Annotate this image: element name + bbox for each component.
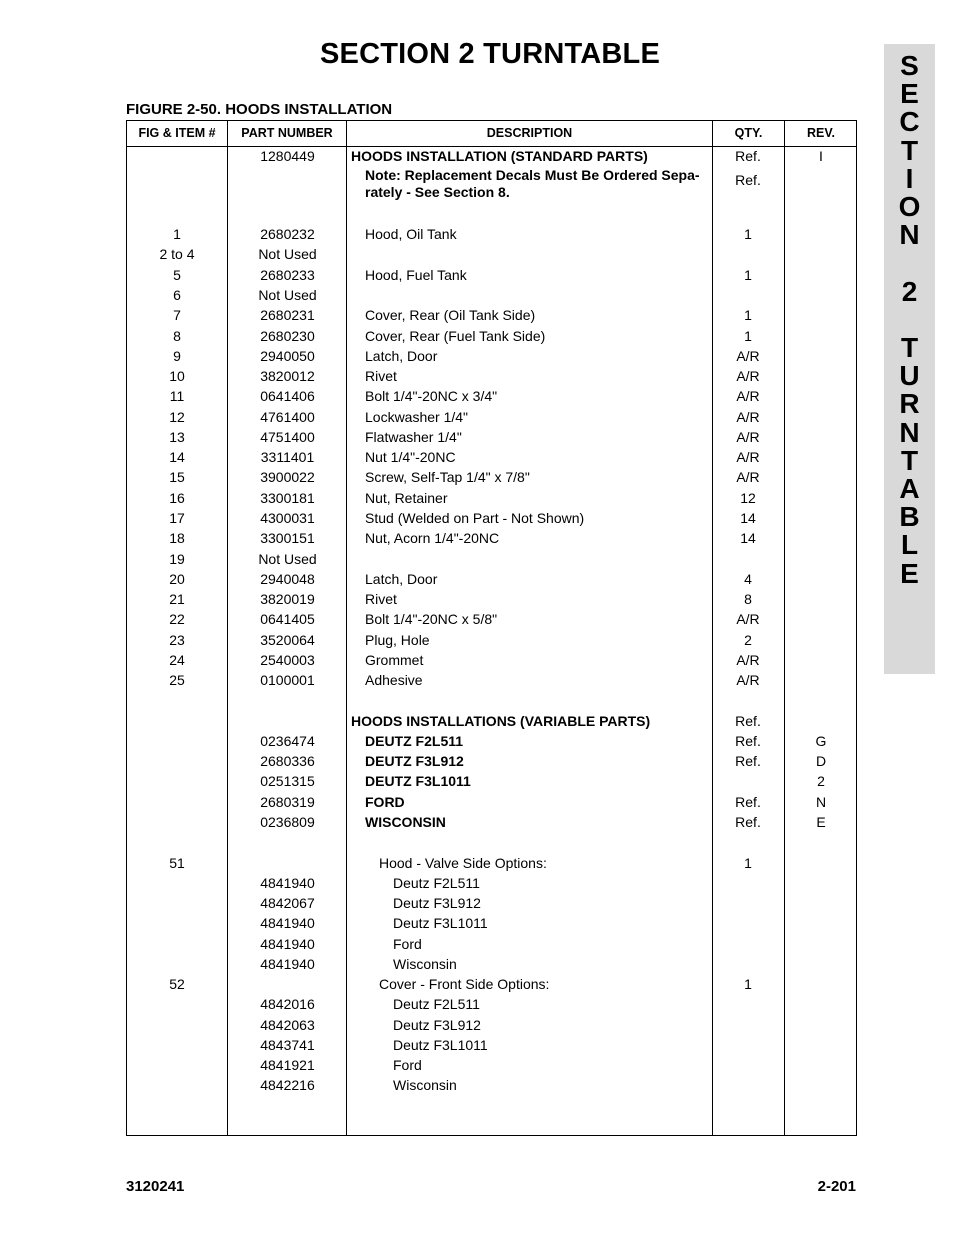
fig-item-cell: 25 bbox=[169, 672, 185, 688]
description-cell: Grommet bbox=[365, 652, 424, 668]
qty-cell: Ref. bbox=[735, 794, 761, 810]
part-number-cell: 2940050 bbox=[260, 348, 315, 364]
part-number-cell: 4841940 bbox=[260, 956, 315, 972]
qty-cell: A/R bbox=[736, 388, 760, 404]
part-number-cell: 3311401 bbox=[260, 449, 315, 465]
qty-cell: 1 bbox=[744, 855, 752, 871]
part-number-cell: 3900022 bbox=[260, 469, 315, 485]
side-tab-letter: T bbox=[900, 444, 919, 476]
qty-cell: A/R bbox=[736, 429, 760, 445]
description-cell: Nut, Retainer bbox=[365, 490, 448, 506]
description-cell: DEUTZ F2L511 bbox=[365, 733, 464, 749]
qty-cell: 1 bbox=[744, 328, 752, 344]
column-divider bbox=[784, 121, 785, 1135]
fig-item-cell: 19 bbox=[169, 551, 185, 567]
description-cell: Plug, Hole bbox=[365, 632, 430, 648]
description-cell: Cover, Rear (Oil Tank Side) bbox=[365, 307, 536, 323]
description-line: Note: Replacement Decals Must Be Ordered Sepa- bbox=[365, 167, 700, 183]
qty-cell: 12 bbox=[740, 490, 756, 506]
qty-cell: Ref. bbox=[735, 713, 761, 729]
description-cell: Flatwasher 1/4" bbox=[365, 429, 462, 445]
rev-cell: N bbox=[815, 794, 827, 810]
fig-item-cell: 5 bbox=[173, 267, 181, 283]
description-cell: Ford bbox=[393, 936, 422, 952]
description-cell: Deutz F3L1011 bbox=[393, 915, 488, 931]
qty-cell: 8 bbox=[744, 591, 752, 607]
part-number-cell: 3300151 bbox=[260, 530, 315, 546]
part-number-cell: 0100001 bbox=[260, 672, 315, 688]
description-cell: FORD bbox=[365, 794, 405, 810]
fig-item-cell: 2 to 4 bbox=[159, 246, 195, 262]
fig-item-cell: 52 bbox=[169, 976, 185, 992]
fig-item-cell: 16 bbox=[169, 490, 185, 506]
part-number-cell: 0251315 bbox=[260, 773, 315, 789]
header-part-number: PART NUMBER bbox=[241, 126, 333, 140]
part-number-cell: 4842216 bbox=[260, 1077, 315, 1093]
rev-cell: D bbox=[815, 753, 827, 769]
description-cell: Cover, Rear (Fuel Tank Side) bbox=[365, 328, 546, 344]
qty-cell: A/R bbox=[736, 449, 760, 465]
part-number-cell: 4842016 bbox=[260, 996, 315, 1012]
rev-cell: G bbox=[815, 733, 827, 749]
side-tab-letter: A bbox=[899, 473, 920, 504]
part-number-cell: 4841921 bbox=[260, 1057, 315, 1073]
fig-item-cell: 13 bbox=[169, 429, 185, 445]
description-cell: Deutz F3L912 bbox=[393, 895, 481, 911]
fig-item-cell: 11 bbox=[169, 388, 185, 404]
qty-cell: Ref. bbox=[735, 733, 761, 749]
part-number-cell: 4841940 bbox=[260, 936, 315, 952]
fig-item-cell: 18 bbox=[169, 530, 185, 546]
header-description: DESCRIPTION bbox=[486, 126, 573, 140]
description-cell: Nut, Acorn 1/4"-20NC bbox=[365, 530, 500, 546]
part-number-cell: 2940048 bbox=[260, 571, 315, 587]
part-number-cell: 4841940 bbox=[260, 875, 315, 891]
side-tab-letter: L bbox=[900, 529, 919, 561]
part-number-cell: 2680336 bbox=[260, 753, 315, 769]
description-cell: WISCONSIN bbox=[365, 814, 446, 830]
description-cell: Adhesive bbox=[365, 672, 423, 688]
table-header bbox=[127, 121, 856, 147]
qty-cell: Ref. bbox=[735, 753, 761, 769]
qty-cell: A/R bbox=[736, 652, 760, 668]
part-number-cell: 4761400 bbox=[260, 409, 315, 425]
footer-page-number: 2-201 bbox=[817, 1178, 856, 1195]
fig-item-cell: 22 bbox=[169, 611, 185, 627]
description-cell: Hood, Fuel Tank bbox=[365, 267, 467, 283]
part-number-cell: Not Used bbox=[258, 287, 317, 303]
description-cell: Bolt 1/4"-20NC x 5/8" bbox=[365, 611, 498, 627]
fig-item-cell: 6 bbox=[173, 287, 181, 303]
description-cell: HOODS INSTALLATIONS (VARIABLE PARTS) bbox=[351, 713, 651, 729]
part-number-cell: 0236474 bbox=[260, 733, 315, 749]
description-cell: Nut 1/4"-20NC bbox=[365, 449, 456, 465]
part-number-cell: 3520064 bbox=[260, 632, 315, 648]
part-number-cell: 4842067 bbox=[260, 895, 315, 911]
side-tab-letter: C bbox=[899, 106, 920, 138]
description-cell: Screw, Self-Tap 1/4" x 7/8" bbox=[365, 469, 530, 485]
fig-item-cell: 17 bbox=[169, 510, 185, 526]
part-number-cell: 2680233 bbox=[260, 267, 315, 283]
qty-cell: Ref. bbox=[735, 814, 761, 830]
side-tab-letter: S bbox=[900, 50, 919, 81]
description-cell: Latch, Door bbox=[365, 348, 438, 364]
header-qty: QTY. bbox=[734, 126, 763, 140]
side-tab-letter: 2 bbox=[901, 275, 918, 307]
qty-cell: 1 bbox=[744, 976, 752, 992]
side-tab-letter: N bbox=[899, 219, 920, 251]
part-number-cell: 4843741 bbox=[260, 1037, 315, 1053]
fig-item-cell: 20 bbox=[169, 571, 185, 587]
part-number-cell: 2680232 bbox=[260, 226, 315, 242]
fig-item-cell: 7 bbox=[173, 307, 181, 323]
qty-cell: 1 bbox=[744, 307, 752, 323]
description-cell: Stud (Welded on Part - Not Shown) bbox=[365, 510, 585, 526]
part-number-cell: 4751400 bbox=[260, 429, 315, 445]
part-number-cell: 4300031 bbox=[260, 510, 315, 526]
part-number-cell: 2540003 bbox=[260, 652, 315, 668]
part-number-cell: 3820019 bbox=[260, 591, 315, 607]
part-number-cell: 3820012 bbox=[260, 368, 315, 384]
part-number-cell: Not Used bbox=[258, 246, 317, 262]
fig-item-cell: 24 bbox=[169, 652, 185, 668]
part-number-cell: 0641405 bbox=[260, 611, 315, 627]
part-number-cell: 2680230 bbox=[260, 328, 315, 344]
section-side-tab bbox=[884, 44, 935, 674]
description-cell: DEUTZ F3L912 bbox=[365, 753, 464, 769]
qty-cell: 1 bbox=[744, 226, 752, 242]
description-cell: DEUTZ F3L1011 bbox=[365, 773, 471, 789]
part-number-cell: 0236809 bbox=[260, 814, 315, 830]
description-cell: Lockwasher 1/4" bbox=[365, 409, 469, 425]
side-tab-letter: N bbox=[899, 416, 920, 448]
description-cell: Hood, Oil Tank bbox=[365, 226, 457, 242]
fig-item-cell: 9 bbox=[173, 348, 181, 364]
part-number-cell: 0641406 bbox=[260, 388, 315, 404]
description-cell: Ford bbox=[393, 1057, 422, 1073]
footer-document-number: 3120241 bbox=[126, 1178, 185, 1195]
fig-item-cell: 21 bbox=[169, 591, 185, 607]
header-rev: REV. bbox=[806, 126, 836, 140]
description-cell: Rivet bbox=[365, 591, 397, 607]
qty-cell: A/R bbox=[736, 409, 760, 425]
part-number-cell: Not Used bbox=[258, 551, 317, 567]
description-cell: Deutz F3L912 bbox=[393, 1017, 481, 1033]
description-cell: Wisconsin bbox=[393, 1077, 457, 1093]
qty-cell: Ref. bbox=[735, 172, 761, 188]
qty-cell: A/R bbox=[736, 469, 760, 485]
figure-title: FIGURE 2-50. HOODS INSTALLATION bbox=[126, 101, 393, 118]
side-tab-letter: E bbox=[900, 557, 919, 589]
rev-cell: 2 bbox=[817, 773, 825, 789]
side-tab-letter: T bbox=[900, 134, 919, 166]
part-number-cell: 1280449 bbox=[260, 148, 315, 164]
section-title: SECTION 2 TURNTABLE bbox=[320, 38, 660, 70]
qty-cell: 2 bbox=[744, 632, 752, 648]
part-number-cell: 4842063 bbox=[260, 1017, 315, 1033]
description-cell: Rivet bbox=[365, 368, 397, 384]
fig-item-cell: 15 bbox=[169, 469, 185, 485]
description-cell: Hood - Valve Side Options: bbox=[379, 855, 547, 871]
fig-item-cell: 8 bbox=[173, 328, 181, 344]
fig-item-cell: 1 bbox=[173, 226, 181, 242]
part-number-cell: 3300181 bbox=[260, 490, 315, 506]
part-number-cell: 2680231 bbox=[260, 307, 315, 323]
qty-cell: A/R bbox=[736, 672, 760, 688]
description-cell: Latch, Door bbox=[365, 571, 438, 587]
description-cell bbox=[351, 167, 725, 201]
qty-cell: A/R bbox=[736, 348, 760, 364]
side-tab-letter: R bbox=[899, 388, 920, 420]
description-cell: Wisconsin bbox=[393, 956, 457, 972]
qty-cell: 4 bbox=[744, 571, 752, 587]
description-line: rately - See Section 8. bbox=[365, 184, 510, 200]
qty-cell: 1 bbox=[744, 267, 752, 283]
side-tab-letter: O bbox=[898, 191, 921, 222]
qty-cell: 14 bbox=[740, 530, 756, 546]
side-tab-letter: I bbox=[905, 162, 914, 194]
fig-item-cell: 23 bbox=[169, 632, 185, 648]
qty-cell: A/R bbox=[736, 368, 760, 384]
part-number-cell: 2680319 bbox=[260, 794, 315, 810]
header-fig-item: FIG & ITEM # bbox=[138, 126, 216, 140]
qty-cell: 14 bbox=[740, 510, 756, 526]
rev-cell: E bbox=[816, 814, 826, 830]
description-cell: Deutz F2L511 bbox=[393, 875, 480, 891]
fig-item-cell: 51 bbox=[169, 855, 185, 871]
fig-item-cell: 12 bbox=[169, 409, 185, 425]
fig-item-cell: 14 bbox=[169, 449, 185, 465]
side-tab-letter: E bbox=[900, 78, 919, 110]
side-tab-letter: B bbox=[899, 501, 920, 533]
side-tab-letter: U bbox=[899, 360, 920, 392]
part-number-cell: 4841940 bbox=[260, 915, 315, 931]
fig-item-cell: 10 bbox=[169, 368, 185, 384]
description-cell: Deutz F2L511 bbox=[393, 996, 480, 1012]
description-cell: Deutz F3L1011 bbox=[393, 1037, 488, 1053]
description-cell: Cover - Front Side Options: bbox=[379, 976, 550, 992]
description-cell: HOODS INSTALLATION (STANDARD PARTS) bbox=[351, 148, 648, 164]
side-tab-letter: T bbox=[900, 332, 919, 363]
qty-cell: Ref. bbox=[735, 148, 761, 164]
rev-cell: I bbox=[819, 148, 823, 164]
parts-table bbox=[126, 120, 857, 1136]
description-cell: Bolt 1/4"-20NC x 3/4" bbox=[365, 388, 498, 404]
qty-cell: A/R bbox=[736, 611, 760, 627]
